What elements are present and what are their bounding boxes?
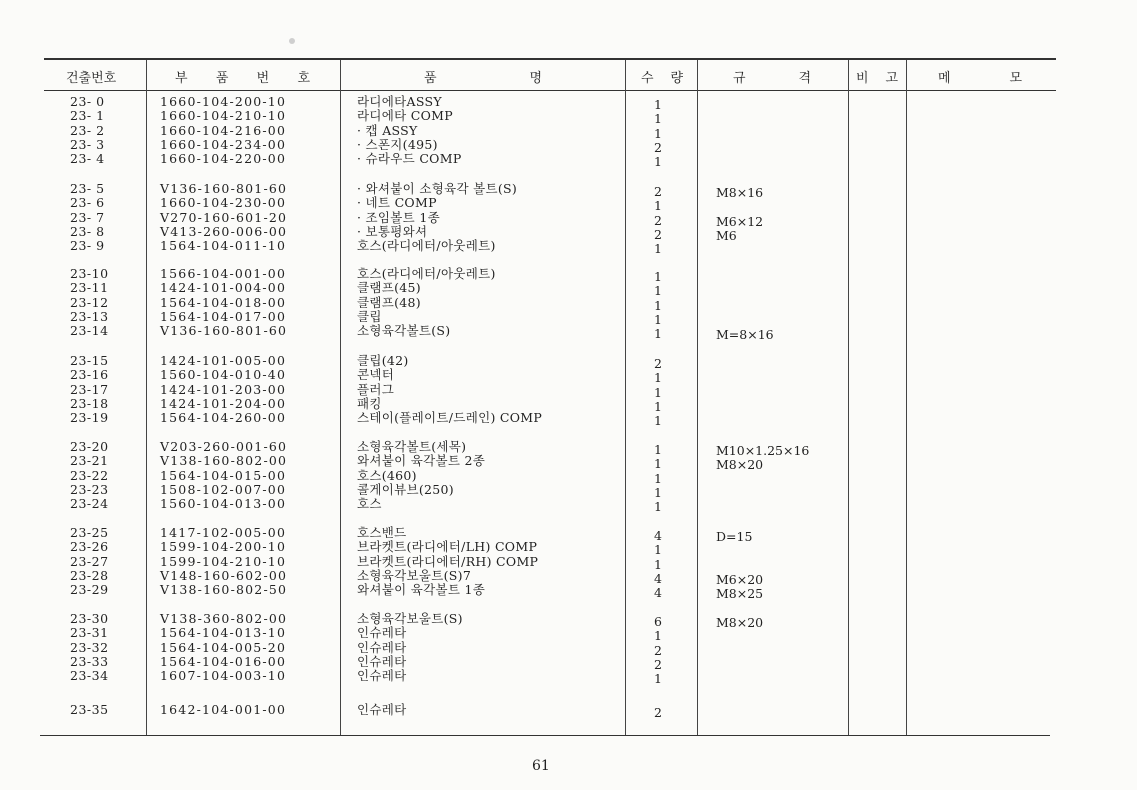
part-number: V413-260-006-00 [160, 223, 288, 239]
item-number: 23-21 [70, 453, 109, 469]
header-part-char: 호 [297, 70, 310, 86]
part-name: · 스폰지(495) [357, 136, 438, 152]
header-no [66, 62, 126, 90]
part-number: 1566-104-001-00 [160, 266, 287, 281]
page-number: 61 [532, 758, 550, 774]
part-name: 콘넥터 [357, 367, 395, 383]
item-number: 23-19 [70, 410, 109, 426]
part-number: 1564-104-013-10 [160, 625, 287, 641]
quantity: 1 [654, 398, 662, 414]
part-number: 1599-104-200-10 [160, 539, 287, 555]
item-number: 23-24 [70, 496, 109, 512]
header-no-label: 건출번호 [66, 70, 117, 86]
item-number: 23-22 [70, 467, 109, 483]
header-bottom-rule [44, 90, 1056, 91]
quantity: 1 [654, 542, 662, 558]
item-number: 23-11 [70, 280, 109, 296]
part-number: V203-260-001-60 [160, 439, 288, 454]
item-number: 23- 7 [70, 209, 105, 225]
quantity: 1 [654, 154, 662, 170]
specification: M8×16 [716, 185, 764, 200]
item-number: 23-15 [70, 353, 109, 368]
item-number: 23- 4 [70, 151, 105, 167]
item-number: 23-25 [70, 525, 109, 540]
header-spec-char: 격 [798, 70, 811, 86]
item-number: 23-33 [70, 653, 109, 669]
item-number: 23-27 [70, 553, 109, 569]
item-number: 23- 9 [70, 238, 105, 254]
part-name: 호스(라디에터/아웃레트) [357, 266, 496, 281]
part-name: 라디에타ASSY [357, 94, 442, 109]
quantity: 2 [654, 642, 662, 658]
item-number: 23-31 [70, 625, 109, 641]
part-number: 1424-101-005-00 [160, 353, 287, 368]
item-number: 23- 3 [70, 136, 105, 152]
item-number: 23-26 [70, 539, 109, 555]
part-name: · 조임볼트 1종 [357, 209, 440, 225]
part-number: 1424-101-004-00 [160, 280, 287, 296]
quantity: 1 [654, 456, 662, 472]
item-number: 23-10 [70, 266, 109, 281]
part-name: 클립(42) [357, 353, 409, 368]
quantity: 2 [654, 705, 662, 720]
part-number: 1607-104-003-10 [160, 668, 287, 684]
part-name: 호스(라디에터/아웃레트) [357, 238, 496, 254]
part-name: 인슈레타 [357, 625, 407, 641]
item-number: 23-29 [70, 582, 109, 598]
part-name: 소형육각보울트(S)7 [357, 567, 472, 583]
header-part-name [424, 62, 542, 90]
part-number: V136-160-801-60 [160, 323, 288, 339]
part-name: 인슈레타 [357, 639, 407, 655]
header-qty-char: 량 [670, 70, 683, 86]
header-part-char: 번 [256, 70, 270, 86]
part-number: 1660-104-220-00 [160, 151, 287, 167]
part-name: 인슈레타 [357, 702, 407, 717]
part-name: 소형육각볼트(S) [357, 323, 451, 339]
quantity: 4 [654, 585, 662, 601]
part-name: 스테이(플레이트/드레인) COMP [357, 410, 543, 426]
header-name-char: 명 [529, 70, 542, 86]
part-number: 1560-104-013-00 [160, 496, 287, 512]
specification: M6×12 [716, 213, 764, 229]
part-number: 1564-104-260-00 [160, 410, 287, 426]
part-name: 소형육각보울트(S) [357, 611, 463, 626]
part-name: 호스밴드 [357, 525, 407, 540]
part-number: V270-160-601-20 [160, 209, 288, 225]
header-qty-char: 수 [641, 70, 654, 86]
quantity: 2 [654, 356, 662, 371]
table-bottom-rule [40, 735, 1050, 736]
table-row [0, 496, 1137, 515]
header-part-char: 부 [175, 70, 188, 86]
quantity: 1 [654, 556, 662, 572]
quantity: 2 [654, 656, 662, 672]
part-name: · 캡 ASSY [357, 122, 418, 138]
part-name: 클립 [357, 308, 382, 324]
header-note-char: 고 [885, 70, 898, 86]
part-number: 1660-104-200-10 [160, 94, 287, 109]
quantity: 1 [654, 311, 662, 327]
item-number: 23-35 [70, 702, 109, 717]
part-name: · 슈라우드 COMP [357, 151, 462, 167]
item-number: 23-12 [70, 294, 109, 310]
part-number: 1564-104-018-00 [160, 294, 287, 310]
table-row [0, 410, 1137, 429]
header-part-number [175, 62, 310, 90]
item-number: 23-34 [70, 668, 109, 684]
quantity: 1 [654, 241, 662, 257]
header-note [856, 62, 898, 90]
item-number: 23-20 [70, 439, 109, 454]
part-name: · 와셔붙이 소형육각 볼트(S) [357, 181, 518, 196]
part-name: 브라켓트(라디에터/LH) COMP [357, 539, 538, 555]
table-row [0, 323, 1137, 343]
item-number: 23-14 [70, 323, 109, 339]
part-number: V148-160-602-00 [160, 567, 288, 583]
quantity: 2 [654, 139, 662, 155]
header-memo [938, 62, 1022, 90]
quantity: 1 [654, 97, 662, 112]
quantity: 1 [654, 671, 662, 687]
specification: M6 [716, 227, 737, 243]
item-number: 23- 0 [70, 94, 105, 109]
part-number: 1564-104-017-00 [160, 308, 287, 324]
part-number: V138-360-802-00 [160, 611, 288, 626]
part-name: 인슈레타 [357, 653, 407, 669]
header-spec [733, 62, 811, 90]
header-memo-char: 모 [1009, 70, 1022, 86]
part-name: 플러그 [357, 381, 395, 397]
part-name: 인슈레타 [357, 668, 407, 684]
quantity: 1 [654, 198, 662, 214]
quantity: 1 [654, 442, 662, 457]
paper-spot [289, 38, 295, 44]
item-number: 23-32 [70, 639, 109, 655]
part-number: 1564-104-005-20 [160, 639, 287, 655]
quantity: 1 [654, 125, 662, 141]
quantity: 1 [654, 470, 662, 486]
specification: M8×25 [716, 586, 764, 602]
part-number: 1424-101-204-00 [160, 395, 287, 411]
item-number: 23- 8 [70, 223, 105, 239]
quantity: 1 [654, 484, 662, 500]
quantity: 6 [654, 614, 662, 629]
item-number: 23-13 [70, 308, 109, 324]
quantity: 4 [654, 570, 662, 586]
quantity: 4 [654, 528, 662, 543]
part-name: · 보통평와셔 [357, 223, 428, 239]
quantity: 1 [654, 499, 662, 515]
specification: D=15 [716, 529, 753, 544]
header-part-char: 품 [215, 70, 229, 86]
item-number: 23- 5 [70, 181, 105, 196]
item-number: 23-23 [70, 481, 109, 497]
part-name: 클램프(45) [357, 280, 421, 296]
part-number: 1564-104-015-00 [160, 467, 287, 483]
part-name: 호스 [357, 496, 382, 512]
part-name: 라디에타 COMP [357, 108, 453, 124]
specification: M8×20 [716, 615, 764, 630]
header-quantity [641, 62, 683, 90]
part-number: 1660-104-230-00 [160, 195, 287, 211]
table-top-rule [44, 58, 1056, 60]
part-name: 소형육각볼트(세목) [357, 439, 467, 454]
part-name: 호스(460) [357, 467, 417, 483]
part-name: 클램프(48) [357, 294, 421, 310]
header-name-char: 품 [424, 70, 437, 86]
part-name: 와셔붙이 육각볼트 1종 [357, 582, 486, 598]
part-number: 1564-104-011-10 [160, 238, 287, 254]
table-row [0, 238, 1137, 257]
item-number: 23-28 [70, 567, 109, 583]
part-number: 1642-104-001-00 [160, 702, 287, 717]
quantity: 1 [654, 283, 662, 299]
quantity: 1 [654, 628, 662, 644]
quantity: 1 [654, 413, 662, 429]
quantity: 1 [654, 269, 662, 284]
table-row [0, 151, 1137, 170]
part-name: 콜게이뷰브(250) [357, 481, 454, 497]
part-name: · 네트 COMP [357, 195, 437, 211]
part-number: 1660-104-216-00 [160, 122, 287, 138]
header-note-char: 비 [856, 70, 869, 86]
part-number: 1424-101-203-00 [160, 381, 287, 397]
part-number: 1660-104-210-10 [160, 108, 287, 124]
item-number: 23- 2 [70, 122, 105, 138]
part-number: V138-160-802-50 [160, 582, 288, 598]
part-number: 1417-102-005-00 [160, 525, 287, 540]
item-number: 23-18 [70, 395, 109, 411]
item-number: 23- 6 [70, 195, 105, 211]
item-number: 23-17 [70, 381, 109, 397]
quantity: 2 [654, 184, 662, 199]
part-name: 패킹 [357, 395, 382, 411]
part-number: 1564-104-016-00 [160, 653, 287, 669]
specification: M8×20 [716, 457, 764, 473]
part-number: 1508-102-007-00 [160, 481, 287, 497]
quantity: 2 [654, 212, 662, 228]
part-name: 브라켓트(라디에터/RH) COMP [357, 553, 539, 569]
item-number: 23- 1 [70, 108, 105, 124]
part-number: V136-160-801-60 [160, 181, 288, 196]
quantity: 1 [654, 111, 662, 127]
quantity: 1 [654, 297, 662, 313]
header-memo-char: 메 [938, 70, 951, 86]
quantity: 1 [654, 370, 662, 386]
item-number: 23-16 [70, 367, 109, 383]
table-row [0, 582, 1137, 602]
table-row [0, 668, 1137, 687]
specification: M=8×16 [716, 327, 774, 343]
header-spec-char: 규 [733, 70, 746, 86]
part-number: 1560-104-010-40 [160, 367, 287, 383]
quantity: 2 [654, 226, 662, 242]
quantity: 1 [654, 384, 662, 400]
part-number: 1599-104-210-10 [160, 553, 287, 569]
quantity: 1 [654, 326, 662, 342]
part-name: 와셔붙이 육각볼트 2종 [357, 453, 486, 469]
table-row [0, 703, 1137, 718]
part-number: V138-160-802-00 [160, 453, 288, 469]
item-number: 23-30 [70, 611, 109, 626]
specification: M10×1.25×16 [716, 443, 810, 458]
part-number: 1660-104-234-00 [160, 136, 287, 152]
specification: M6×20 [716, 571, 764, 587]
